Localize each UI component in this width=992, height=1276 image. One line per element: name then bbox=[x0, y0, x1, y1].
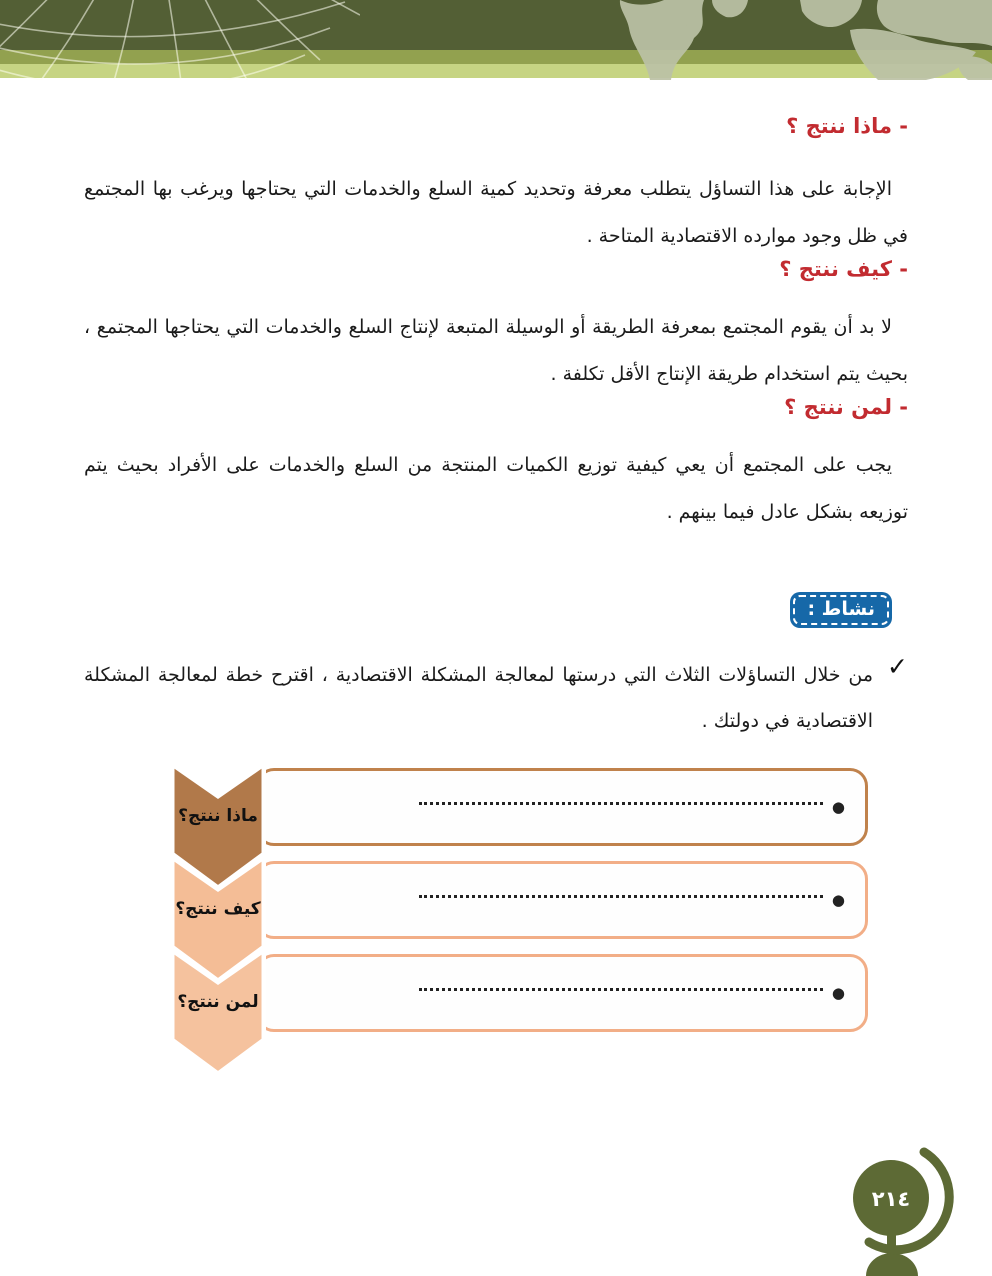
section-heading-for-whom-do-we-produce: - لمن ننتج ؟ bbox=[784, 395, 908, 419]
header-band bbox=[0, 0, 992, 80]
bullet-point: ● bbox=[831, 983, 845, 1002]
bullet-point: ● bbox=[831, 890, 845, 909]
checkmark-icon: ✓ bbox=[887, 652, 908, 681]
section-paragraph-for-whom-do-we-produce: يجب على المجتمع أن يعي كيفية توزيع الكميات المنتجة من السلع والخدمات على الأفراد بحيث يتم توزيعه بشكل عادل فيما بينهم . bbox=[84, 454, 908, 523]
activity-text: من خلال التساؤلات الثلاث التي درستها لمعالجة المشكلة الاقتصادية ، اقترح خطة لمعالجة المشكلة الاقتصادية في دولتك . bbox=[84, 664, 874, 732]
world-map-graphic bbox=[592, 0, 992, 80]
activity-row bbox=[84, 652, 908, 744]
diagram-step-label-how: كيف ننتج؟ bbox=[175, 899, 261, 919]
dotted-answer-line bbox=[419, 801, 823, 805]
globe-wireframe-icon bbox=[0, 0, 360, 80]
answer-box-how bbox=[256, 861, 868, 939]
page-number: ٢١٤ bbox=[871, 1187, 911, 1211]
answer-box-for-whom bbox=[256, 954, 868, 1032]
section-heading-what-do-we-produce: - ماذا ننتج ؟ bbox=[786, 114, 908, 138]
dotted-answer-line bbox=[419, 987, 823, 991]
activity-diagram bbox=[0, 760, 992, 1090]
diagram-step-label-for-whom: لمن ننتج؟ bbox=[177, 992, 259, 1012]
dotted-answer-line bbox=[419, 894, 823, 898]
section-heading-how-do-we-produce: - كيف ننتج ؟ bbox=[779, 257, 908, 281]
section-paragraph-how-do-we-produce: لا بد أن يقوم المجتمع بمعرفة الطريقة أو الوسيلة المتبعة لإنتاج السلع والخدمات التي يحتاجها المجتمع ، بحيث يتم استخدام طريقة الإنتاج الأقل تكلفة . bbox=[84, 316, 908, 385]
page-number-globe-icon bbox=[834, 1140, 976, 1276]
activity-badge: نشاط : bbox=[790, 592, 892, 628]
answer-box-what bbox=[256, 768, 868, 846]
diagram-step-label-what: ماذا ننتج؟ bbox=[178, 806, 258, 826]
bullet-point: ● bbox=[831, 797, 845, 816]
section-paragraph-what-do-we-produce: الإجابة على هذا التساؤل يتطلب معرفة وتحديد كمية السلع والخدمات التي يحتاجها ويرغب بها المجتمع في ظل وجود موارده الاقتصادية المتاحة . bbox=[84, 178, 908, 247]
